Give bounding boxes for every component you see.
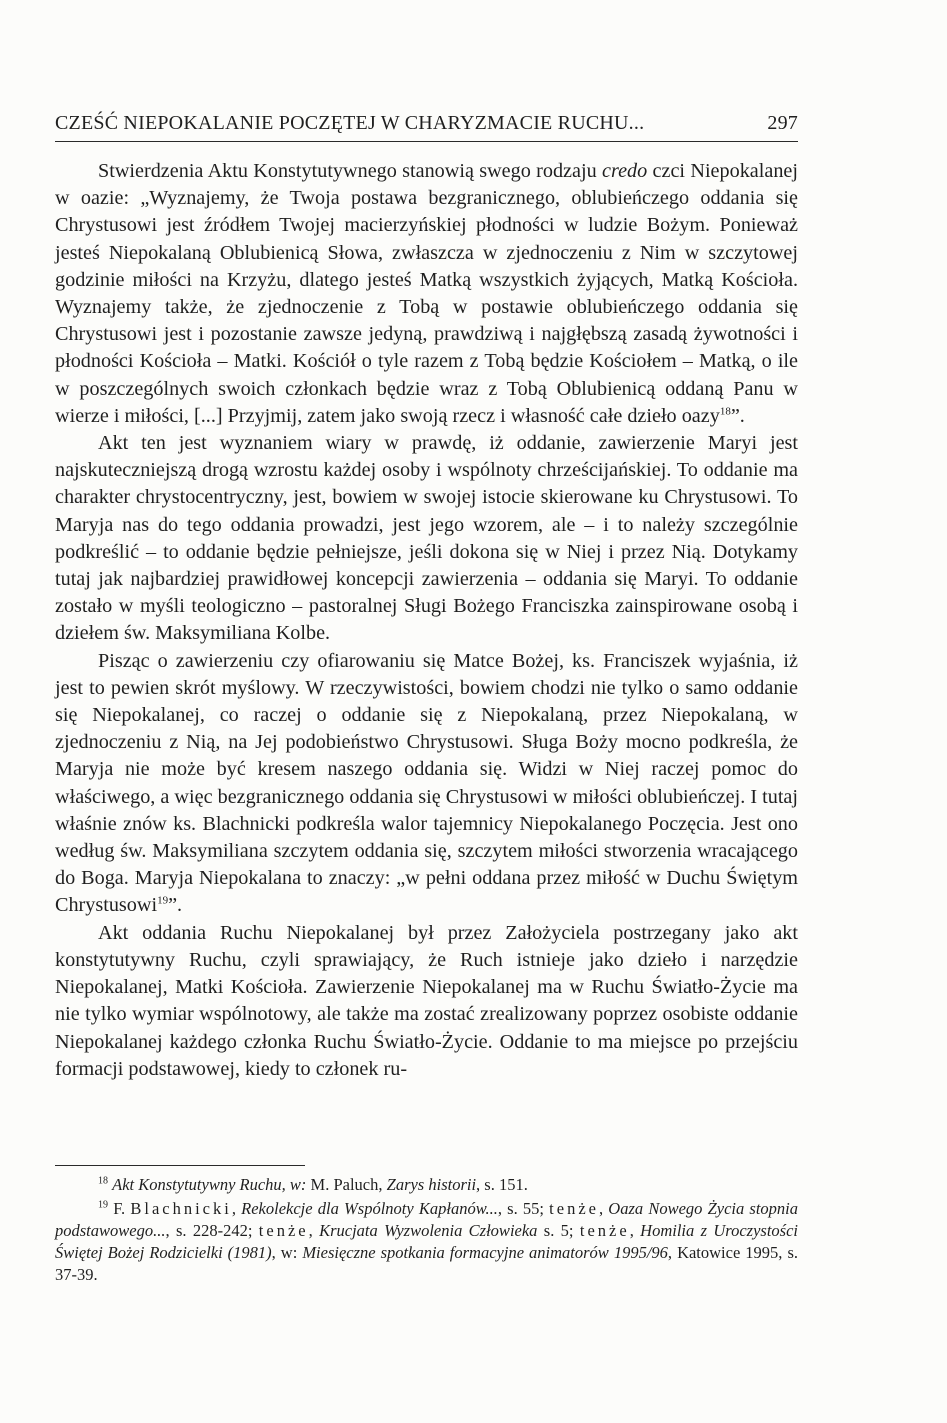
footnote-18 [55,1174,798,1196]
text-run: ”. [168,894,183,917]
text-run: , w: [271,1243,303,1262]
text-run: czci Niepokalanej w oazie: „Wyznajemy, że Twoja postawa bezgranicznego, oblubieńczego oddania się Chrystusowi jest źródłem Twojej macierzyńskiej płodności w ludzie Bożym. Ponieważ jesteś Niepokalaną Oblubienicą Słowa, zwłaszcza w zjednoczeniu z Nim w szczytowej godzinie miłości na Krzyżu, dlatego jesteś Matką wszystkich żyjących, Matką Kościoła. Wyznajemy także, że zjednoczenie z Tobą w postawie oblubieńczego oddania się Chrystusowi jest i pozostanie zawsze jedyną, prawdziwą i najgłębszą zasadą żywotności i płodności Kościoła – Matki. Kościół o tyle razem z Tobą będzie Kościołem – Matką, o ile w poszczególnych swoich członkach będzie wraz z Tobą Oblubienicą oddaną Panu w wierze i miłości, [...] Przyjmij, zatem jako swoją rzecz i własność całe dzieło oazy [55,160,798,427]
footnote-ref-19[interactable]: 19 [157,894,169,907]
text-run: , s. 228-242; [165,1221,259,1240]
footnote-19 [55,1198,798,1286]
italic-run: Akt Konstytutywny Ruchu, w: [112,1175,307,1194]
text-run: , s. 151. [476,1175,528,1194]
text-run: , [598,1199,609,1218]
italic-run: credo [602,160,648,182]
paragraph-1 [55,158,798,430]
text-run: F. [113,1199,131,1218]
paragraph-4: Akt oddania Ruchu Niepokalanej był przez Założyciela postrzegany jako akt konstytutywny Ruchu, czyli sprawiający, że Ruch istnieje jako dzieło i narzędzie Niepokalanej, Matki Kościoła. Zawierzenie Niepokalanej ma w Ruchu Światło-Życie ma nie tylko wymiar wspólnotowy, ale także ma zostać zrealizowany poprzez osobiste oddanie Niepokalanej każdego członka Ruchu Światło-Życie. Oddanie to ma miejsce po przejściu formacji podstawowej, kiedy to członek ru- [55,921,798,1080]
footnote-number: 19 [98,1199,108,1211]
text-run: s. 5; [537,1221,580,1240]
footnote-number: 18 [98,1175,108,1187]
main-text [55,158,798,1083]
spaced-author: tenże [549,1199,599,1218]
text-run: ”. [730,404,745,427]
footnotes [55,1174,798,1288]
italic-run: Zarys historii [386,1175,477,1194]
italic-run: Homilia z Uroczystości Świętej Bożej Rodzicielki (1981) [55,1221,799,1262]
running-title: CZEŚĆ NIEPOKALANIE POCZĘTEJ W CHARYZMACIE RUCHU... [55,112,645,134]
text-run: , s. 55; [497,1199,550,1218]
italic-run: Oaza Nowego Życia stopnia podstawowego... [55,1199,799,1240]
text-run: M. Paluch, [306,1175,387,1194]
text-run: , [308,1221,320,1240]
spaced-author: tenże [579,1221,630,1240]
paragraph-2: Akt ten jest wyznaniem wiary w prawdę, iż oddanie, zawierzenie Maryi jest najskuteczniejszą drogą wzrostu każdej osoby i wspólnoty chrześcijańskiej. To oddanie ma charakter chrystocentryczny, jest, bowiem w swojej istocie skierowane ku Chrystusowi. To Maryja nas do tego oddania prowadzi, jest jego wzorem, ale – i to należy szczególnie podkreślić – to oddanie będzie pełniejsze, jeśli dokona się w Niej i przez Nią. Dotykamy tutaj jak najbardziej prawidłowej koncepcji zawierzenia – oddania się Maryi. To oddanie zostało w myśli teologiczno – pastoralnej Sługi Bożego Franciszka zainspirowane osobą i dziełem św. Maksymiliana Kolbe. [55,432,798,645]
footnote-divider [55,1165,305,1166]
text-run: Stwierdzenia Aktu Konstytutywnego stanowią swego rodzaju [98,160,603,182]
footnote-ref-18[interactable]: 18 [719,405,731,418]
text-run: , Katowice 1995, s. 37-39. [55,1243,798,1284]
text-run: Pisząc o zawierzeniu czy ofiarowaniu się Matce Bożej, ks. Franciszek wyjaśnia, iż jest to pewien skrót myślowy. W rzeczywistości, bowiem chodzi nie tylko o samo oddanie się Niepokalanej, co raczej o oddanie się z Niepokalaną, przez Niepokalaną, w zjednoczeniu z Nią, na Jej podobieństwo Chrystusowi. Sługa Boży mocno podkreśla, że Maryja nie może być kresem naszego oddania się. Widzi w Niej raczej pomoc do właściwego, a więc bezgranicznego oddania się Chrystusowi w miłości oblubieńczej. I tutaj właśnie znów ks. Blachnicki podkreśla walor tajemnicy Niepokalanego Poczęcia. Jest ono według św. Maksymiliana szczytem oddania się, szczytem miłości stworzenia wracającego do Boga. Maryja Niepokalana to znaczy: „w pełni oddana przez miłość w Duchu Świętym Chrystusowi [55,649,798,917]
paragraph-3 [55,648,798,920]
spaced-author: tenże [258,1221,309,1240]
spaced-author: Blachnicki [130,1199,232,1218]
italic-run: Krucjata Wyzwolenia Człowieka [319,1221,538,1240]
page-number: 297 [767,112,798,134]
text-run: , [231,1199,242,1218]
text-run: , [629,1221,641,1240]
italic-run: Miesięczne spotkania formacyjne animatorów 1995/96 [302,1243,668,1262]
running-header [55,112,798,142]
italic-run: Rekolekcje dla Wspólnoty Kapłanów... [241,1199,498,1218]
